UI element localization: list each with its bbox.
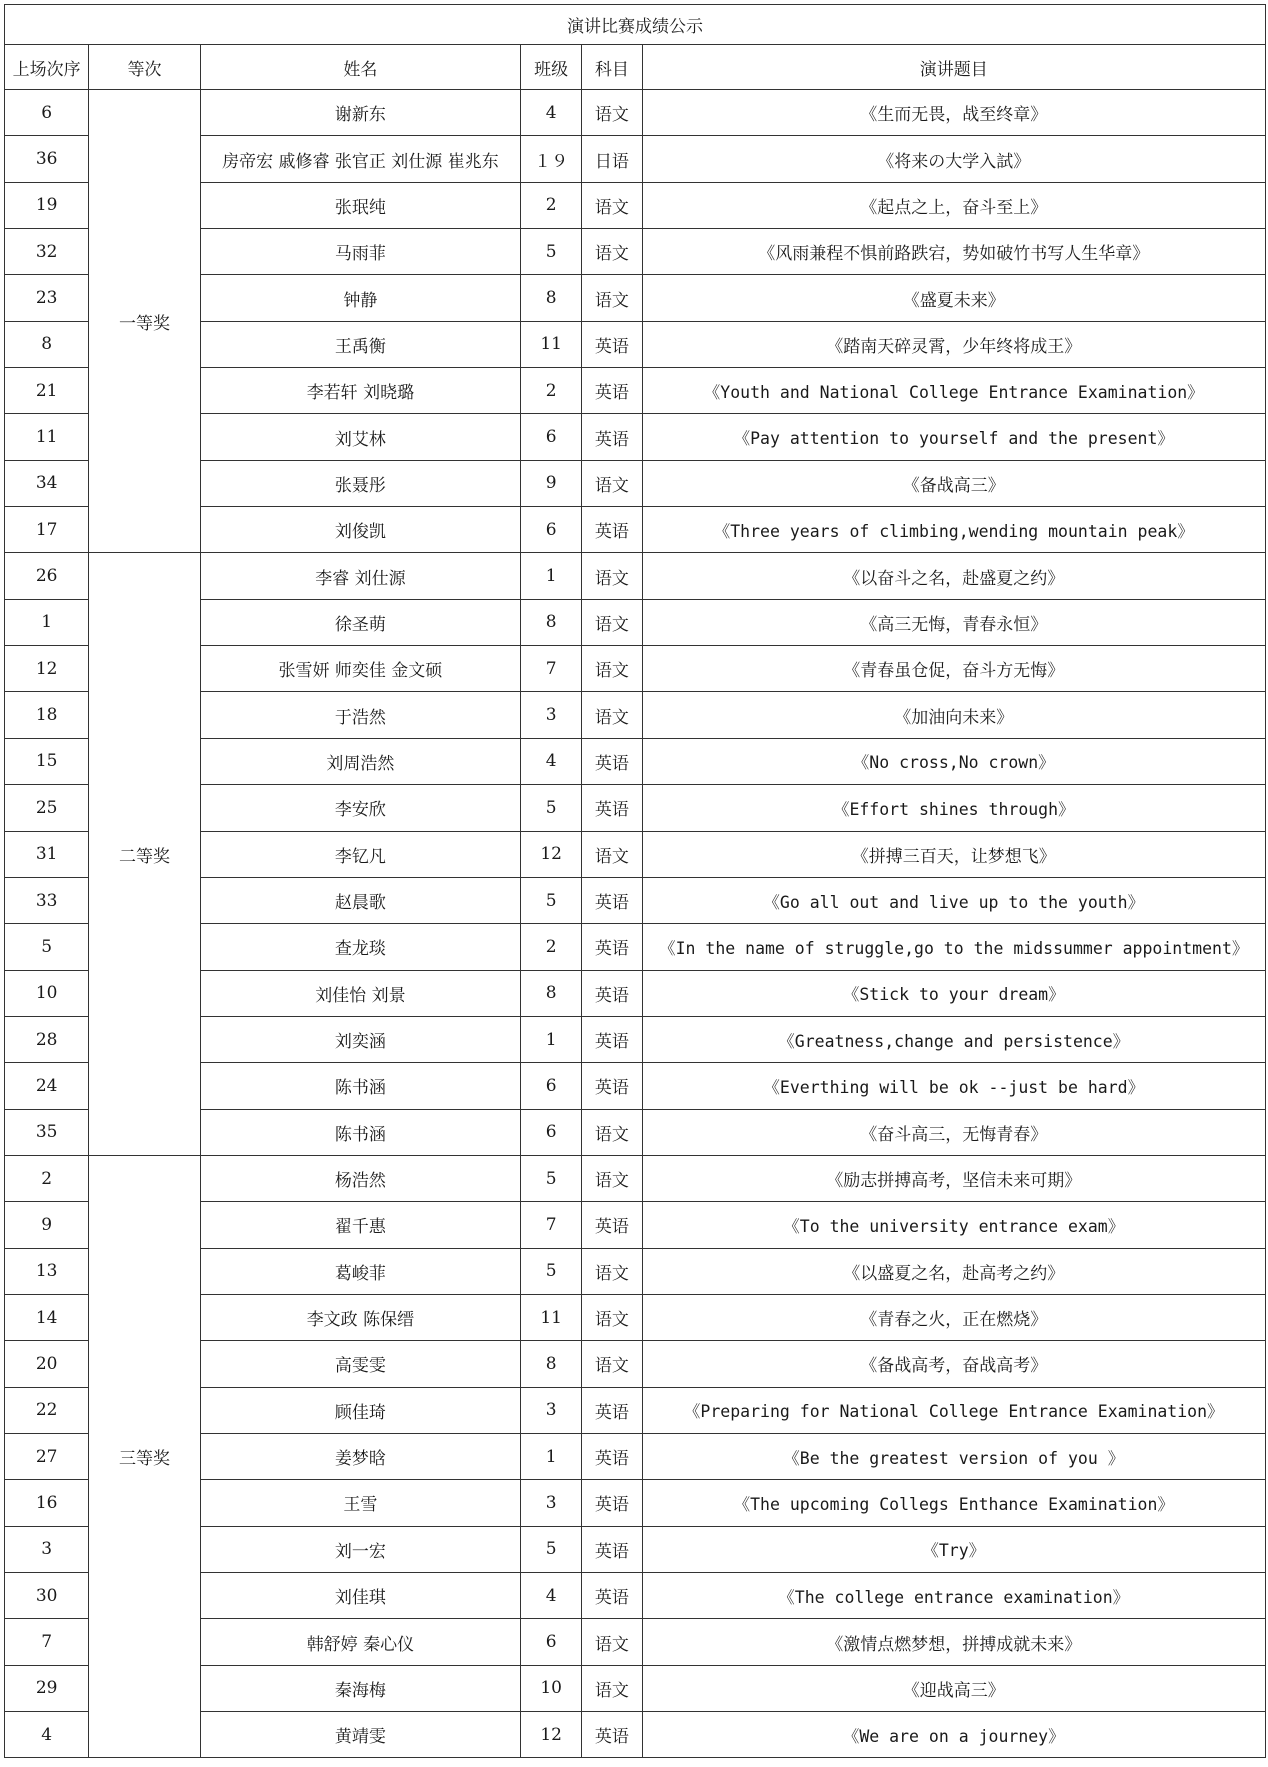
topic-cell: 《以奋斗之名，赴盛夏之约》 xyxy=(642,553,1266,599)
topic-cell: 《拼搏三百天，让梦想飞》 xyxy=(642,831,1266,877)
name-cell: 黄靖雯 xyxy=(200,1712,520,1758)
topic-cell: 《迎战高三》 xyxy=(642,1665,1266,1711)
award-cell: 三等奖 xyxy=(89,1155,200,1757)
topic-cell: 《Stick to your dream》 xyxy=(642,970,1266,1016)
name-cell: 高雯雯 xyxy=(200,1341,520,1387)
award-cell: 一等奖 xyxy=(89,90,200,553)
name-cell: 刘奕涵 xyxy=(200,1016,520,1062)
topic-cell: 《Preparing for National College Entrance Examination》 xyxy=(642,1387,1266,1433)
subject-cell: 英语 xyxy=(582,1016,642,1062)
name-cell: 李睿 刘仕源 xyxy=(200,553,520,599)
class-cell: 7 xyxy=(521,646,582,692)
class-cell: 7 xyxy=(521,1202,582,1248)
name-cell: 马雨菲 xyxy=(200,229,520,275)
name-cell: 钟静 xyxy=(200,275,520,321)
subject-cell: 英语 xyxy=(582,321,642,367)
table-row xyxy=(5,553,1266,599)
topic-cell: 《踏南天碎灵霄，少年终将成王》 xyxy=(642,321,1266,367)
name-cell: 韩舒婷 秦心仪 xyxy=(200,1619,520,1665)
order-cell: 23 xyxy=(5,275,89,321)
table-row xyxy=(5,90,1266,136)
subject-cell: 英语 xyxy=(582,368,642,414)
topic-cell: 《The college entrance examination》 xyxy=(642,1573,1266,1619)
topic-cell: 《Greatness,change and persistence》 xyxy=(642,1016,1266,1062)
topic-cell: 《Go all out and live up to the youth》 xyxy=(642,877,1266,923)
topic-cell: 《Pay attention to yourself and the present》 xyxy=(642,414,1266,460)
subject-cell: 语文 xyxy=(582,599,642,645)
topic-cell: 《青春之火，正在燃烧》 xyxy=(642,1294,1266,1340)
name-cell: 赵晨歌 xyxy=(200,877,520,923)
order-cell: 34 xyxy=(5,460,89,506)
class-cell: 8 xyxy=(521,1341,582,1387)
name-cell: 刘佳琪 xyxy=(200,1573,520,1619)
order-cell: 19 xyxy=(5,182,89,228)
topic-cell: 《高三无悔，青春永恒》 xyxy=(642,599,1266,645)
topic-cell: 《青春虽仓促，奋斗方无悔》 xyxy=(642,646,1266,692)
subject-cell: 英语 xyxy=(582,738,642,784)
name-cell: 葛峻菲 xyxy=(200,1248,520,1294)
results-table xyxy=(4,4,1266,1758)
name-cell: 于浩然 xyxy=(200,692,520,738)
order-cell: 13 xyxy=(5,1248,89,1294)
name-cell: 秦海梅 xyxy=(200,1665,520,1711)
order-cell: 35 xyxy=(5,1109,89,1155)
topic-cell: 《Three years of climbing,wending mountain peak》 xyxy=(642,507,1266,553)
order-cell: 27 xyxy=(5,1433,89,1479)
header-award: 等次 xyxy=(89,45,200,90)
order-cell: 6 xyxy=(5,90,89,136)
name-cell: 刘佳怡 刘景 xyxy=(200,970,520,1016)
header-class: 班级 xyxy=(521,45,582,90)
class-cell: 9 xyxy=(521,460,582,506)
class-cell: 5 xyxy=(521,1526,582,1572)
order-cell: 28 xyxy=(5,1016,89,1062)
name-cell: 张珉纯 xyxy=(200,182,520,228)
class-cell: 5 xyxy=(521,1248,582,1294)
subject-cell: 语文 xyxy=(582,1619,642,1665)
topic-cell: 《The upcoming Collegs Enthance Examination》 xyxy=(642,1480,1266,1526)
name-cell: 谢新东 xyxy=(200,90,520,136)
order-cell: 36 xyxy=(5,136,89,182)
subject-cell: 语文 xyxy=(582,553,642,599)
order-cell: 21 xyxy=(5,368,89,414)
class-cell: 1 xyxy=(521,553,582,599)
class-cell: 8 xyxy=(521,275,582,321)
subject-cell: 语文 xyxy=(582,1155,642,1201)
topic-cell: 《Be the greatest version of you 》 xyxy=(642,1433,1266,1479)
table-row xyxy=(5,1155,1266,1201)
class-cell: 8 xyxy=(521,970,582,1016)
class-cell: 6 xyxy=(521,507,582,553)
subject-cell: 语文 xyxy=(582,182,642,228)
subject-cell: 英语 xyxy=(582,1526,642,1572)
award-cell: 二等奖 xyxy=(89,553,200,1155)
subject-cell: 语文 xyxy=(582,275,642,321)
class-cell: 12 xyxy=(521,1712,582,1758)
class-cell: 1 xyxy=(521,1016,582,1062)
subject-cell: 语文 xyxy=(582,1665,642,1711)
subject-cell: 语文 xyxy=(582,1294,642,1340)
order-cell: 29 xyxy=(5,1665,89,1711)
class-cell: 6 xyxy=(521,414,582,460)
order-cell: 2 xyxy=(5,1155,89,1201)
class-cell: 2 xyxy=(521,924,582,970)
name-cell: 刘周浩然 xyxy=(200,738,520,784)
class-cell: 12 xyxy=(521,831,582,877)
name-cell: 顾佳琦 xyxy=(200,1387,520,1433)
order-cell: 8 xyxy=(5,321,89,367)
class-cell: 11 xyxy=(521,321,582,367)
topic-cell: 《以盛夏之名，赴高考之约》 xyxy=(642,1248,1266,1294)
order-cell: 31 xyxy=(5,831,89,877)
name-cell: 陈书涵 xyxy=(200,1109,520,1155)
topic-cell: 《Youth and National College Entrance Examination》 xyxy=(642,368,1266,414)
subject-cell: 英语 xyxy=(582,1573,642,1619)
class-cell: 6 xyxy=(521,1063,582,1109)
name-cell: 徐圣萌 xyxy=(200,599,520,645)
subject-cell: 英语 xyxy=(582,1433,642,1479)
class-cell: 4 xyxy=(521,738,582,784)
subject-cell: 日语 xyxy=(582,136,642,182)
subject-cell: 语文 xyxy=(582,646,642,692)
class-cell: 4 xyxy=(521,90,582,136)
name-cell: 王禹衡 xyxy=(200,321,520,367)
name-cell: 查龙琰 xyxy=(200,924,520,970)
order-cell: 18 xyxy=(5,692,89,738)
order-cell: 11 xyxy=(5,414,89,460)
header-subject: 科目 xyxy=(582,45,642,90)
name-cell: 张雪妍 师奕佳 金文硕 xyxy=(200,646,520,692)
subject-cell: 语文 xyxy=(582,90,642,136)
subject-cell: 语文 xyxy=(582,1341,642,1387)
subject-cell: 英语 xyxy=(582,1712,642,1758)
name-cell: 翟千惠 xyxy=(200,1202,520,1248)
subject-cell: 语文 xyxy=(582,692,642,738)
subject-cell: 英语 xyxy=(582,1480,642,1526)
order-cell: 4 xyxy=(5,1712,89,1758)
subject-cell: 英语 xyxy=(582,877,642,923)
subject-cell: 语文 xyxy=(582,229,642,275)
order-cell: 25 xyxy=(5,785,89,831)
order-cell: 17 xyxy=(5,507,89,553)
name-cell: 房帝宏 戚修睿 张官正 刘仕源 崔兆东 xyxy=(200,136,520,182)
class-cell: 6 xyxy=(521,1109,582,1155)
class-cell: 3 xyxy=(521,1480,582,1526)
topic-cell: 《Effort shines through》 xyxy=(642,785,1266,831)
name-cell: 刘俊凯 xyxy=(200,507,520,553)
order-cell: 5 xyxy=(5,924,89,970)
name-cell: 李安欣 xyxy=(200,785,520,831)
order-cell: 32 xyxy=(5,229,89,275)
class-cell: 5 xyxy=(521,785,582,831)
subject-cell: 英语 xyxy=(582,924,642,970)
topic-cell: 《To the university entrance exam》 xyxy=(642,1202,1266,1248)
order-cell: 3 xyxy=(5,1526,89,1572)
class-cell: 4 xyxy=(521,1573,582,1619)
order-cell: 24 xyxy=(5,1063,89,1109)
order-cell: 15 xyxy=(5,738,89,784)
name-cell: 杨浩然 xyxy=(200,1155,520,1201)
order-cell: 1 xyxy=(5,599,89,645)
subject-cell: 语文 xyxy=(582,831,642,877)
topic-cell: 《励志拼搏高考，坚信未来可期》 xyxy=(642,1155,1266,1201)
header-topic: 演讲题目 xyxy=(642,45,1266,90)
header-name: 姓名 xyxy=(200,45,520,90)
topic-cell: 《备战高三》 xyxy=(642,460,1266,506)
subject-cell: 语文 xyxy=(582,1248,642,1294)
header-order: 上场次序 xyxy=(5,45,89,90)
class-cell: 6 xyxy=(521,1619,582,1665)
order-cell: 10 xyxy=(5,970,89,1016)
topic-cell: 《Try》 xyxy=(642,1526,1266,1572)
topic-cell: 《备战高考，奋战高考》 xyxy=(642,1341,1266,1387)
topic-cell: 《激情点燃梦想，拼搏成就未来》 xyxy=(642,1619,1266,1665)
class-cell: 3 xyxy=(521,1387,582,1433)
class-cell: 10 xyxy=(521,1665,582,1711)
subject-cell: 英语 xyxy=(582,1202,642,1248)
order-cell: 26 xyxy=(5,553,89,599)
class-cell: 1 xyxy=(521,1433,582,1479)
name-cell: 王雪 xyxy=(200,1480,520,1526)
table-body xyxy=(5,90,1266,1758)
topic-cell: 《奋斗高三，无悔青春》 xyxy=(642,1109,1266,1155)
table-title: 演讲比赛成绩公示 xyxy=(5,5,1266,45)
class-cell: 8 xyxy=(521,599,582,645)
name-cell: 刘一宏 xyxy=(200,1526,520,1572)
order-cell: 7 xyxy=(5,1619,89,1665)
name-cell: 姜梦晗 xyxy=(200,1433,520,1479)
subject-cell: 英语 xyxy=(582,1387,642,1433)
subject-cell: 英语 xyxy=(582,970,642,1016)
order-cell: 22 xyxy=(5,1387,89,1433)
topic-cell: 《盛夏未来》 xyxy=(642,275,1266,321)
topic-cell: 《In the name of struggle,go to the midssummer appointment》 xyxy=(642,924,1266,970)
topic-cell: 《起点之上，奋斗至上》 xyxy=(642,182,1266,228)
name-cell: 陈书涵 xyxy=(200,1063,520,1109)
order-cell: 16 xyxy=(5,1480,89,1526)
class-cell: 5 xyxy=(521,229,582,275)
topic-cell: 《No cross,No crown》 xyxy=(642,738,1266,784)
class-cell: 11 xyxy=(521,1294,582,1340)
class-cell: １９ xyxy=(521,136,582,182)
class-cell: 3 xyxy=(521,692,582,738)
class-cell: 5 xyxy=(521,1155,582,1201)
topic-cell: 《风雨兼程不惧前路跌宕，势如破竹书写人生华章》 xyxy=(642,229,1266,275)
subject-cell: 语文 xyxy=(582,1109,642,1155)
order-cell: 9 xyxy=(5,1202,89,1248)
order-cell: 20 xyxy=(5,1341,89,1387)
topic-cell: 《Everthing will be ok --just be hard》 xyxy=(642,1063,1266,1109)
order-cell: 33 xyxy=(5,877,89,923)
subject-cell: 英语 xyxy=(582,1063,642,1109)
topic-cell: 《生而无畏，战至终章》 xyxy=(642,90,1266,136)
name-cell: 刘艾林 xyxy=(200,414,520,460)
name-cell: 李若轩 刘晓璐 xyxy=(200,368,520,414)
name-cell: 张聂彤 xyxy=(200,460,520,506)
name-cell: 李文政 陈保缙 xyxy=(200,1294,520,1340)
subject-cell: 语文 xyxy=(582,460,642,506)
order-cell: 12 xyxy=(5,646,89,692)
subject-cell: 英语 xyxy=(582,414,642,460)
subject-cell: 英语 xyxy=(582,785,642,831)
topic-cell: 《将来の大学入試》 xyxy=(642,136,1266,182)
class-cell: 5 xyxy=(521,877,582,923)
class-cell: 2 xyxy=(521,182,582,228)
order-cell: 14 xyxy=(5,1294,89,1340)
topic-cell: 《We are on a journey》 xyxy=(642,1712,1266,1758)
subject-cell: 英语 xyxy=(582,507,642,553)
order-cell: 30 xyxy=(5,1573,89,1619)
name-cell: 李钇凡 xyxy=(200,831,520,877)
class-cell: 2 xyxy=(521,368,582,414)
topic-cell: 《加油向未来》 xyxy=(642,692,1266,738)
